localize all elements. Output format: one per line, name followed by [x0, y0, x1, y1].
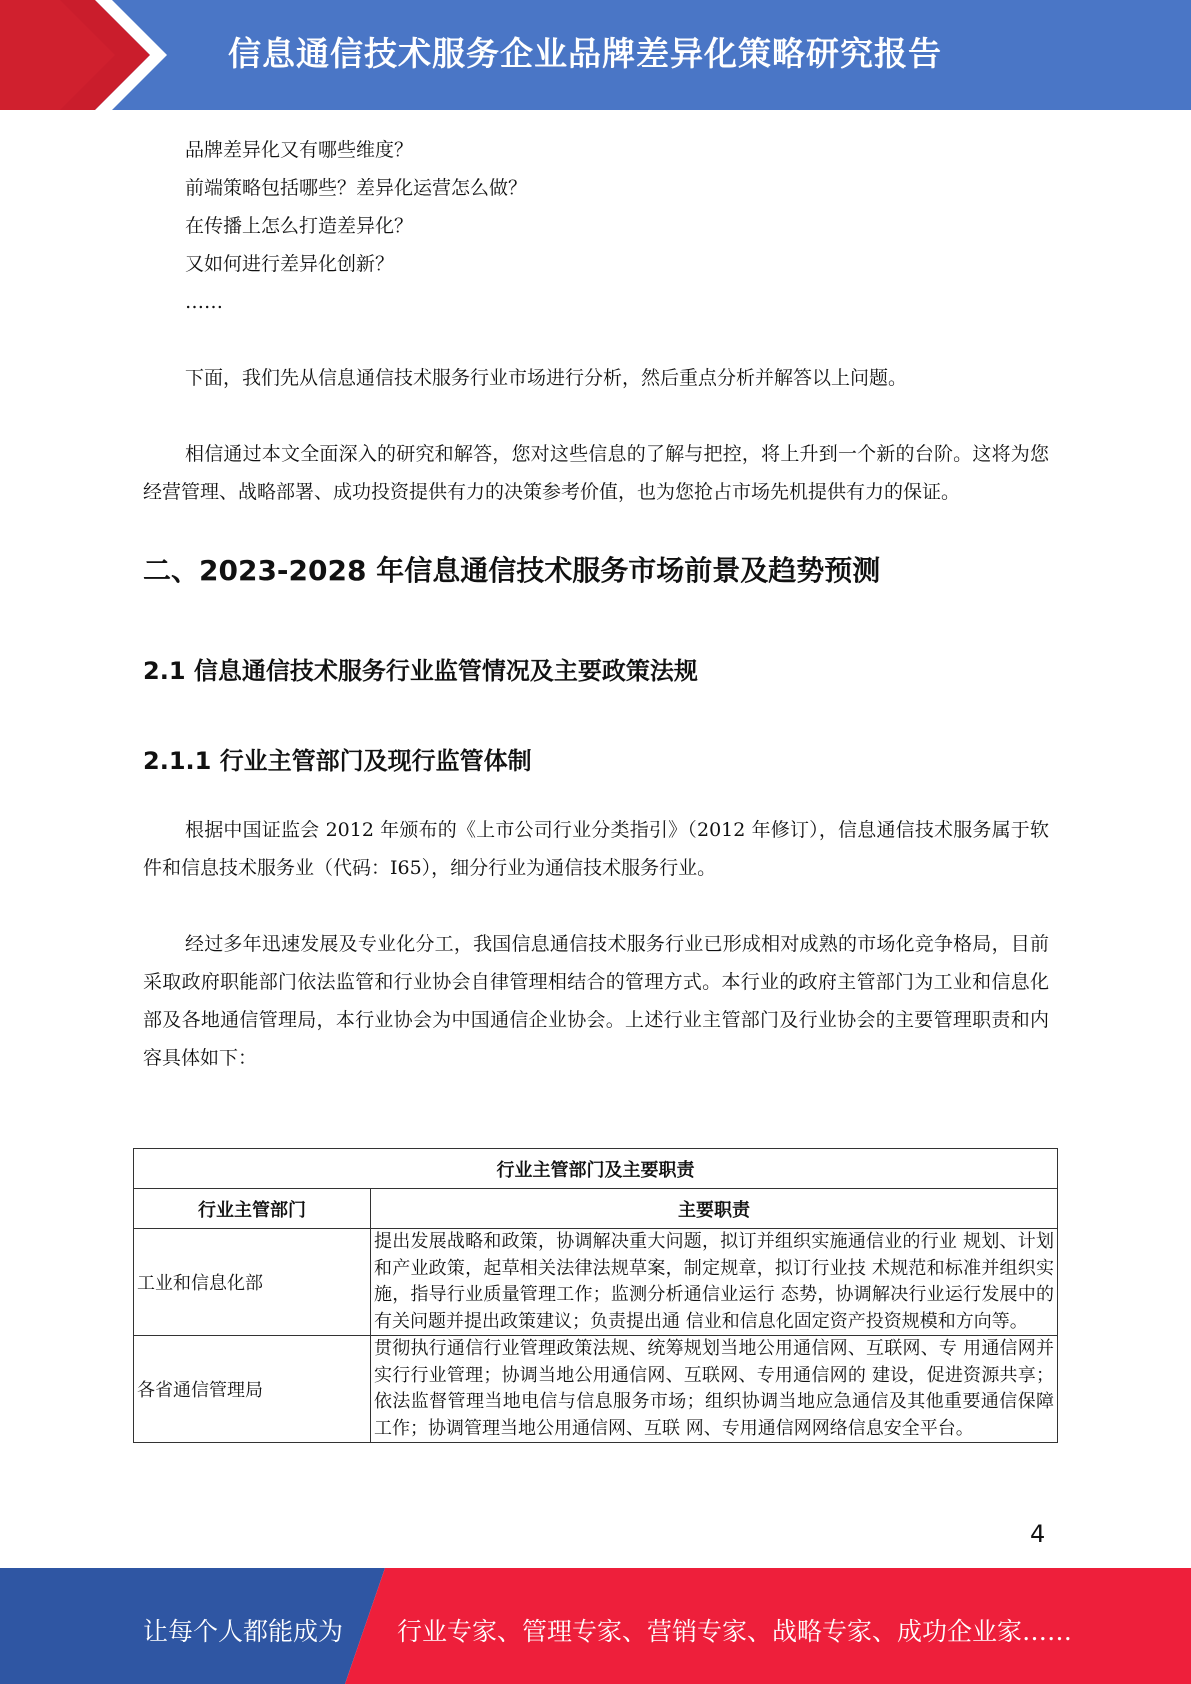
page-number: 4	[1030, 1520, 1046, 1548]
question-item: 在传播上怎么打造差异化？	[185, 215, 414, 237]
question-item: 又如何进行差异化创新？	[185, 253, 395, 275]
subsubsection-heading: 2.1.1 行业主管部门及现行监管体制	[143, 747, 532, 775]
report-title: 信息通信技术服务企业品牌差异化策略研究报告	[228, 34, 942, 73]
table-cell-dept: 工业和信息化部	[134, 1229, 371, 1336]
question-list	[143, 131, 1049, 321]
table-header-dept: 行业主管部门	[134, 1189, 371, 1229]
section-heading: 二、2023-2028 年信息通信技术服务市场前景及趋势预测	[143, 554, 881, 587]
table-row	[134, 1336, 1058, 1443]
main-content	[143, 131, 1049, 1077]
intro-paragraph: 相信通过本文全面深入的研究和解答，您对这些信息的了解与把控，将上升到一个新的台阶。这将为您经营管理、战略部署、成功投资提供有力的决策参考价值，也为您抢占市场先机提供有力的保证。	[143, 443, 1049, 503]
table-cell-dept: 各省通信管理局	[134, 1336, 371, 1443]
question-item: 品牌差异化又有哪些维度？	[185, 139, 414, 161]
question-ellipsis: ……	[185, 291, 223, 313]
body-paragraph: 经过多年迅速发展及专业化分工，我国信息通信技术服务行业已形成相对成熟的市场化竞争格局，目前采取政府职能部门依法监管和行业协会自律管理相结合的管理方式。本行业的政府主管部门为工业和信息化部及各地通信管理局，本行业协会为中国通信企业协会。上述行业主管部门及行业协会的主要管理职责和内容具体如下：	[143, 933, 1049, 1069]
regulator-duty-table	[133, 1148, 1058, 1443]
subsection-heading: 2.1 信息通信技术服务行业监管情况及主要政策法规	[143, 657, 698, 685]
table-cell-duty: 贯彻执行通信行业管理政策法规、统筹规划当地公用通信网、互联网、专 用通信网并实行行业管理；协调当地公用通信网、互联网、专用通信网的 建设，促进资源共享；依法监督管理当地电信与信息服务市场；组织协调当地应急通信及其他重要通信保障工作；协调管理当地公用通信网、互联 网、专用通信网网络信息安全平台。	[371, 1336, 1058, 1443]
footer-slogan-right: 行业专家、管理专家、营销专家、战略专家、成功企业家……	[397, 1617, 1073, 1646]
table-row	[134, 1229, 1058, 1336]
footer-banner	[0, 1568, 1191, 1684]
footer-slogan-left: 让每个人都能成为	[143, 1617, 344, 1646]
table-caption: 行业主管部门及主要职责	[134, 1149, 1058, 1189]
table-header-row	[134, 1189, 1058, 1229]
body-paragraph: 根据中国证监会 2012 年颁布的《上市公司行业分类指引》（2012 年修订），信息通信技术服务属于软件和信息技术服务业（代码：I65），细分行业为通信技术服务行业。	[143, 819, 1050, 879]
question-item: 前端策略包括哪些？差异化运营怎么做？	[185, 177, 528, 199]
intro-paragraph: 下面，我们先从信息通信技术服务行业市场进行分析，然后重点分析并解答以上问题。	[185, 367, 908, 389]
header-banner	[0, 0, 1191, 110]
table-cell-duty: 提出发展战略和政策，协调解决重大问题，拟订并组织实施通信业的行业 规划、计划和产业政策，起草相关法律法规草案，制定规章，拟订行业技 术规范和标准并组织实施，指导行业质量管理工作；监测分析通信业运行 态势，协调解决行业运行发展中的有关问题并提出政策建议；负责提出通 信业和信息化固定资产投资规模和方向等。	[371, 1229, 1058, 1336]
table-header-duty: 主要职责	[371, 1189, 1058, 1229]
